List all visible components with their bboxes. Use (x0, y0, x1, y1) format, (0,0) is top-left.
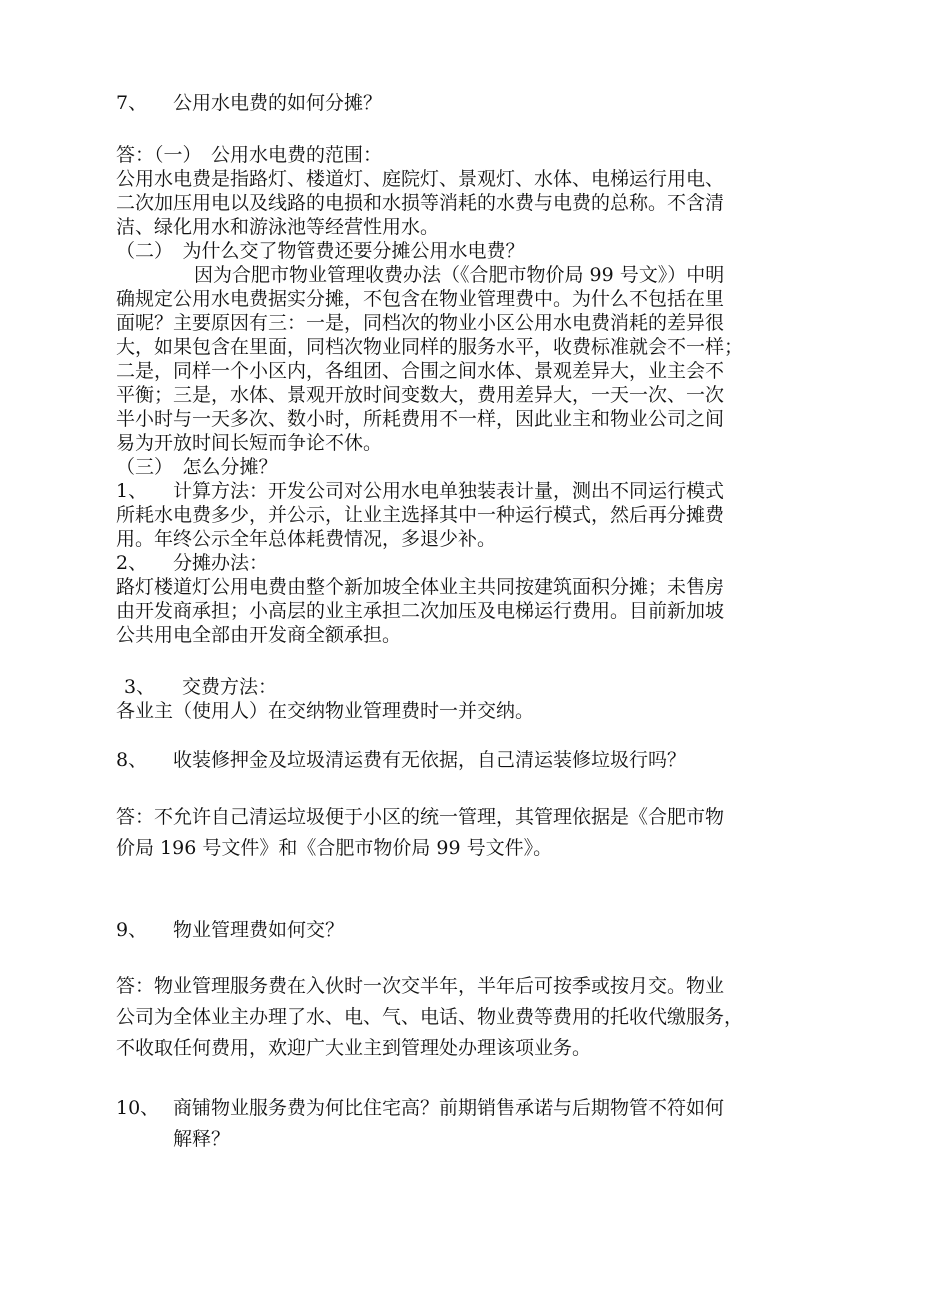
question-8 (116, 748, 686, 772)
question-text: 物业管理费如何交？ (173, 919, 345, 941)
paragraph-line: 确规定公用水电费据实分摊，不包含在物业管理费中。为什么不包括在里 (116, 288, 725, 310)
question-9 (116, 918, 344, 942)
section-heading: （二） 为什么交了物管费还要分摊公用水电费？ (116, 240, 525, 262)
question-number: 10、 (116, 1097, 160, 1119)
paragraph-line: 半小时与一天多次、数小时，所耗费用不一样，因此业主和物业公司之间 (116, 408, 725, 430)
paragraph-line: 大，如果包含在里面，同档次物业同样的服务水平，收费标准就会不一样； (116, 336, 744, 358)
item-number: 3、 (124, 676, 156, 698)
paragraph-line: 答：物业管理服务费在入伙时一次交半年，半年后可按季或按月交。物业 (116, 975, 725, 997)
paragraph-line: 平衡；三是，水体、景观开放时间变数大，费用差异大，一天一次、一次 (116, 384, 725, 406)
paragraph-line: 价局 196 号文件》和《合肥市物价局 99 号文件》。 (116, 837, 553, 859)
paragraph-line: 不收取任何费用，欢迎广大业主到管理处办理该项业务。 (116, 1037, 592, 1059)
question-text: 公用水电费的如何分摊？ (173, 92, 383, 114)
paragraph-line: 公司为全体业主办理了水、电、气、电话、物业费等费用的托收代缴服务， (116, 1006, 744, 1028)
section-heading: （三） 怎么分摊？ (116, 456, 278, 478)
item-text: 交费方法： (182, 676, 278, 698)
answer-7-intro: 答：（一） 公用水电费的范围： (116, 144, 383, 166)
question-text: 商铺物业服务费为何比住宅高？前期销售承诺与后期物管不符如何 (173, 1097, 725, 1119)
paragraph-line: 各业主（使用人）在交纳物业管理费时一并交纳。 (116, 700, 535, 722)
item-number: 2、 (116, 552, 148, 574)
paragraph-line: 因为合肥市物业管理收费办法（《合肥市物价局 99 号文》）中明 (194, 264, 725, 286)
list-item (116, 479, 724, 503)
question-number: 7、 (116, 92, 148, 114)
paragraph-line: 二次加压用电以及线路的电损和水损等消耗的水费与电费的总称。不含清 (116, 192, 725, 214)
question-number: 9、 (116, 919, 148, 941)
paragraph-line: 公用水电费是指路灯、楼道灯、庭院灯、景观灯、水体、电梯运行用电、 (116, 168, 725, 190)
paragraph-line: 解释？ (173, 1128, 231, 1150)
paragraph-line: 答：不允许自己清运垃圾便于小区的统一管理，其管理依据是《合肥市物 (116, 806, 725, 828)
list-item (116, 551, 268, 575)
paragraph-line: 路灯楼道灯公用电费由整个新加坡全体业主共同按建筑面积分摊；未售房 (116, 576, 725, 598)
question-10 (116, 1096, 724, 1120)
item-number: 1、 (116, 480, 148, 502)
item-text: 分摊办法： (173, 552, 269, 574)
paragraph-line: 易为开放时间长短而争论不休。 (116, 432, 383, 454)
list-item (124, 675, 277, 699)
paragraph-line: 洁、绿化用水和游泳池等经营性用水。 (116, 216, 440, 238)
question-7 (116, 91, 382, 115)
paragraph-line: 面呢？主要原因有三：一是，同档次的物业小区公用水电费消耗的差异很 (116, 312, 725, 334)
paragraph-line: 公共用电全部由开发商全额承担。 (116, 624, 402, 646)
item-text: 计算方法：开发公司对公用水电单独装表计量，测出不同运行模式 (173, 480, 725, 502)
paragraph-line: 由开发商承担；小高层的业主承担二次加压及电梯运行费用。目前新加坡 (116, 600, 725, 622)
question-number: 8、 (116, 749, 148, 771)
paragraph-line: 用。年终公示全年总体耗费情况，多退少补。 (116, 528, 497, 550)
paragraph-line: 二是，同样一个小区内，各组团、合围之间水体、景观差异大，业主会不 (116, 360, 725, 382)
paragraph-line: 所耗水电费多少，并公示，让业主选择其中一种运行模式，然后再分摊费 (116, 504, 725, 526)
question-text: 收装修押金及垃圾清运费有无依据，自己清运装修垃圾行吗？ (173, 749, 687, 771)
